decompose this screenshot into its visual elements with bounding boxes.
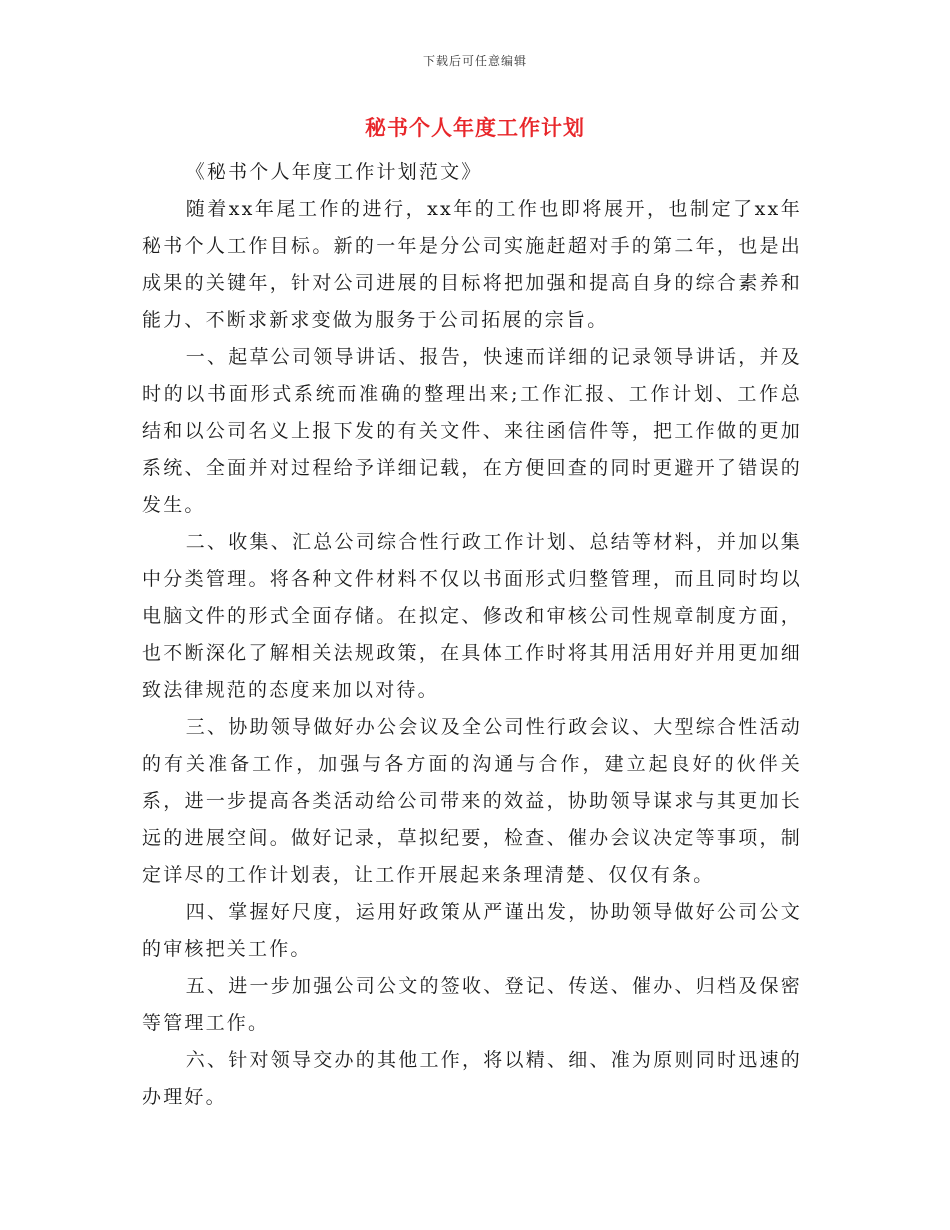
header-note: 下载后可任意编辑 [422, 54, 527, 68]
paragraph-intro: 随着xx年尾工作的进行，xx年的工作也即将展开，也制定了xx年秘书个人工作目标。新的一年是分公司实施赶超对手的第二年，也是出成果的关键年，针对公司进展的目标将把加强和提高自身的综合素养和能力、不断求新求变做为服务于公司拓展的宗旨。 [142, 198, 802, 331]
paragraph-item-6: 六、针对领导交办的其他工作，将以精、细、准为原则同时迅速的办理好。 [142, 1049, 802, 1108]
paragraph-item-2: 二、收集、汇总公司综合性行政工作计划、总结等材料，并加以集中分类管理。将各种文件材料不仅以书面形式归整管理，而且同时均以电脑文件的形式全面存储。在拟定、修改和审核公司性规章制度方面，也不断深化了解相关法规政策，在具体工作时将其用活用好并用更加细致法律规范的态度来加以对待。 [142, 531, 802, 701]
paragraph-item-3: 三、协助领导做好办公会议及全公司性行政会议、大型综合性活动的有关准备工作，加强与各方面的沟通与合作，建立起良好的伙伴关系，进一步提高各类活动给公司带来的效益，协助领导谋求与其更加长远的进展空间。做好记录，草拟纪要，检查、催办会议决定等事项，制定详尽的工作计划表，让工作开展起来条理清楚、仅仅有条。 [142, 716, 802, 886]
document-body [142, 154, 802, 1116]
paragraph-item-5: 五、进一步加强公司公文的签收、登记、传送、催办、归档及保密等管理工作。 [142, 975, 802, 1034]
paragraph-item-1: 一、起草公司领导讲话、报告，快速而详细的记录领导讲话，并及时的以书面形式系统而准确的整理出来;工作汇报、工作计划、工作总结和以公司名义上报下发的有关文件、来往函信件等，把工作做的更加系统、全面并对过程给予详细记载，在方便回查的同时更避开了错误的发生。 [142, 346, 802, 516]
paragraph-item-4: 四、掌握好尺度，运用好政策从严谨出发，协助领导做好公司公文的审核把关工作。 [142, 901, 802, 960]
document-title: 秘书个人年度工作计划 [365, 115, 585, 140]
paragraph-subtitle: 《秘书个人年度工作计划范文》 [185, 161, 483, 183]
